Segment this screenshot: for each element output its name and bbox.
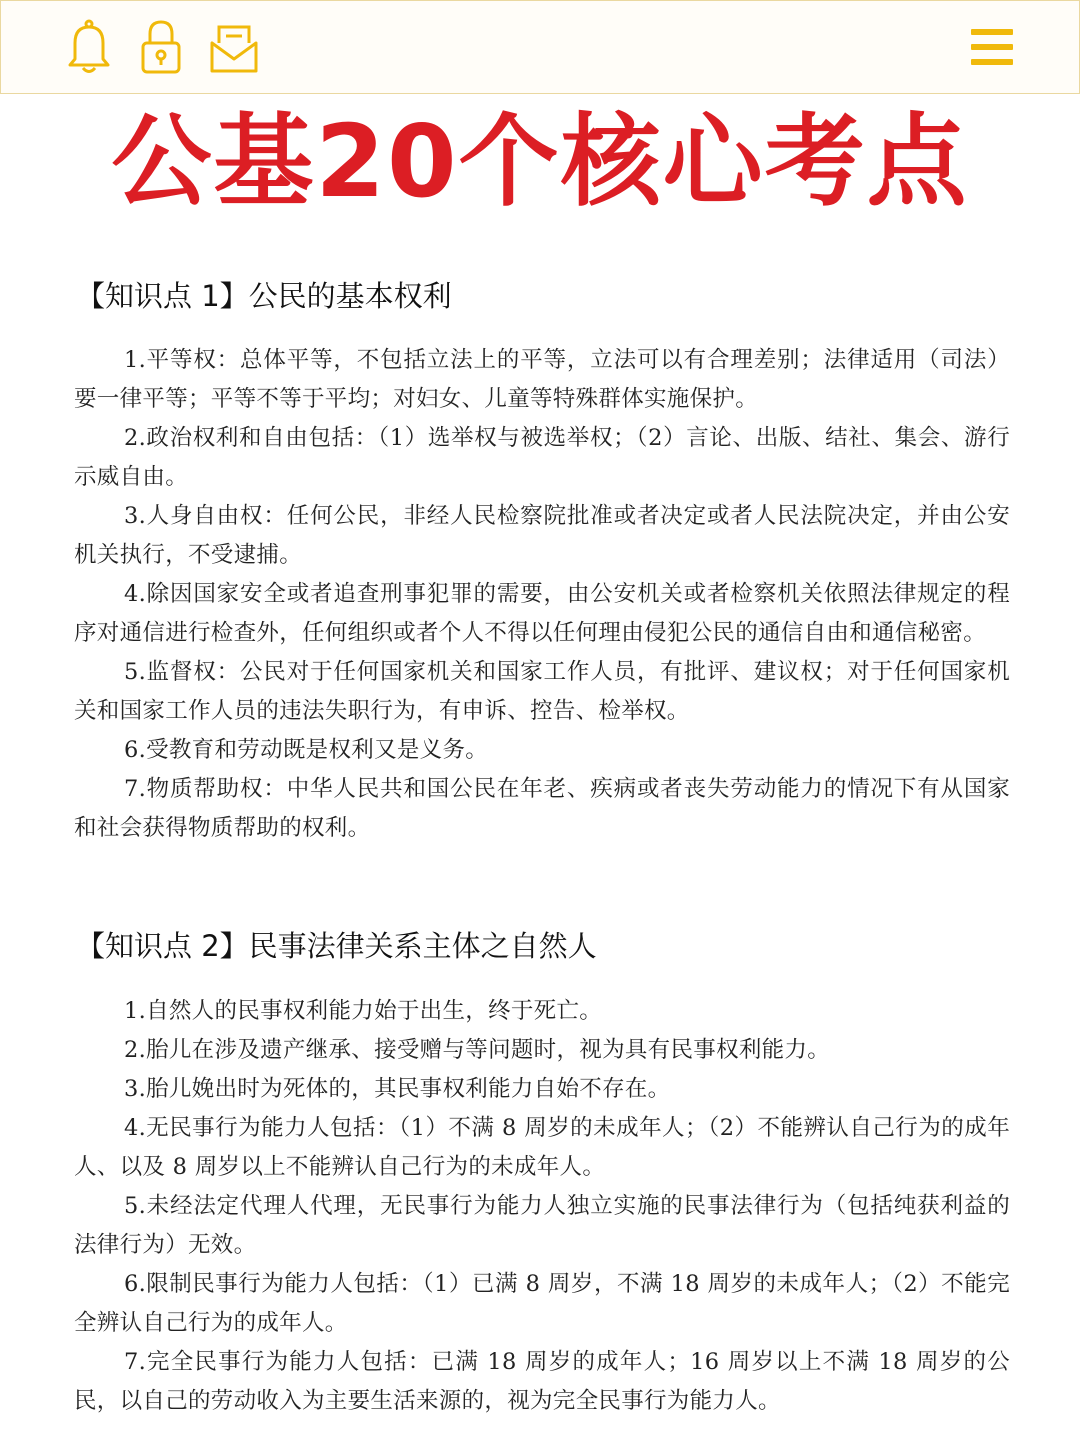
list-item: 4.无民事行为能力人包括：（1）不满 8 周岁的未成年人；（2）不能辨认自己行为的成年人、以及 8 周岁以上不能辨认自己行为的未成年人。 bbox=[74, 1115, 1010, 1180]
list-item: 6.限制民事行为能力人包括：（1）已满 8 周岁，不满 18 周岁的未成年人；（2）不能完全辨认自己行为的成年人。 bbox=[74, 1271, 1010, 1336]
list-item: 4.除因国家安全或者追查刑事犯罪的需要，由公安机关或者检察机关依照法律规定的程序对通信进行检查外，任何组织或者个人不得以任何理由侵犯公民的通信自由和通信秘密。 bbox=[74, 581, 1010, 646]
list-item: 2.胎儿在涉及遗产继承、接受赠与等问题时，视为具有民事权利能力。 bbox=[124, 1037, 831, 1063]
top-bar bbox=[0, 0, 1080, 94]
list-item: 7.完全民事行为能力人包括：已满 18 周岁的成年人；16 周岁以上不满 18 周岁的公民，以自己的劳动收入为主要生活来源的，视为完全民事行为能力人。 bbox=[74, 1349, 1010, 1414]
mail-icon[interactable] bbox=[209, 19, 257, 75]
list-item: 2.政治权利和自由包括：（1）选举权与被选举权；（2）言论、出版、结社、集会、游行示威自由。 bbox=[74, 425, 1010, 490]
bell-icon[interactable] bbox=[65, 19, 113, 75]
section-body-2 bbox=[74, 992, 1010, 1421]
menu-icon[interactable] bbox=[971, 29, 1013, 65]
section-body-1 bbox=[74, 341, 1010, 848]
lock-icon[interactable] bbox=[137, 19, 185, 75]
list-item: 7.物质帮助权：中华人民共和国公民在年老、疾病或者丧失劳动能力的情况下有从国家和社会获得物质帮助的权利。 bbox=[74, 776, 1010, 841]
list-item: 6.受教育和劳动既是权利又是义务。 bbox=[124, 737, 489, 763]
list-item: 3.胎儿娩出时为死体的，其民事权利能力自始不存在。 bbox=[124, 1076, 671, 1102]
section-heading-1: 【知识点 1】公民的基本权利 bbox=[76, 279, 452, 313]
list-item: 3.人身自由权：任何公民，非经人民检察院批准或者决定或者人民法院决定，并由公安机关执行，不受逮捕。 bbox=[74, 503, 1010, 568]
list-item: 5.监督权：公民对于任何国家机关和国家工作人员，有批评、建议权；对于任何国家机关和国家工作人员的违法失职行为，有申诉、控告、检举权。 bbox=[74, 659, 1010, 724]
list-item: 1.自然人的民事权利能力始于出生，终于死亡。 bbox=[124, 998, 603, 1024]
page-title: 公基20个核心考点 bbox=[111, 103, 969, 220]
section-heading-2: 【知识点 2】民事法律关系主体之自然人 bbox=[76, 929, 597, 963]
list-item: 5.未经法定代理人代理，无民事行为能力人独立实施的民事法律行为（包括纯获利益的法律行为）无效。 bbox=[74, 1193, 1010, 1258]
list-item: 1.平等权：总体平等，不包括立法上的平等，立法可以有合理差别；法律适用（司法）要一律平等；平等不等于平均；对妇女、儿童等特殊群体实施保护。 bbox=[74, 347, 1010, 412]
